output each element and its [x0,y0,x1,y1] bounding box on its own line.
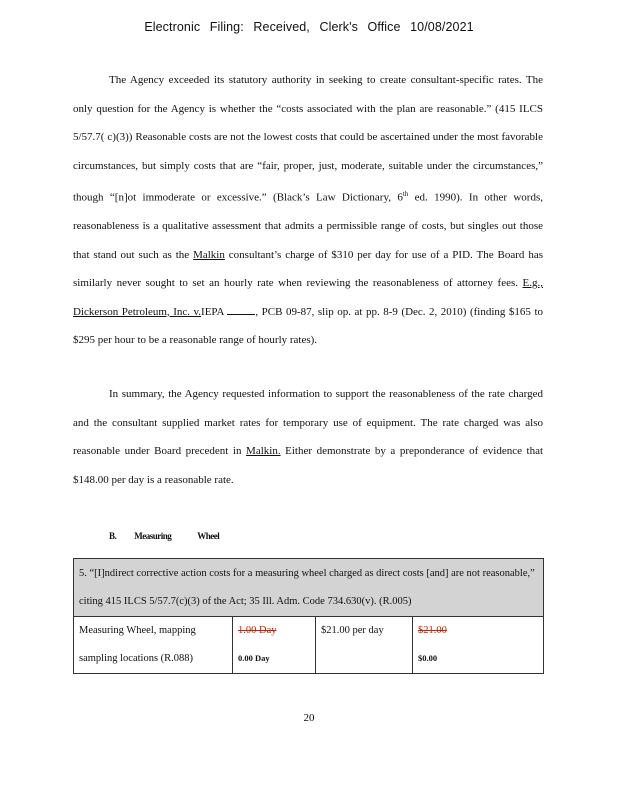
citation-blank [227,305,255,315]
section-word-2: Wheel [197,531,220,541]
section-letter: B. [109,531,117,541]
table-row [74,617,544,674]
total-struck: $21.00 [418,625,447,636]
malkin-citation: Malkin [193,248,225,261]
page-number: 20 [303,712,315,724]
eg-signal: E.g., [522,277,543,290]
p2-text-a: In summary, the Agency requested information to support the reasonableness of the rate charged and the consultant supplied market rates for temporary use of equipment. The rate charged was also reasonable under Board precedent in [73,388,543,457]
malkin-citation-2: Malkin. [246,445,281,457]
quantity-revised: 0.00 Day [238,653,270,663]
paragraph-reasonableness [73,66,543,355]
section-heading [109,531,219,541]
p1-text-e: , PCB 09-87, slip op. at pp. 8-9 (Dec. 2, 2010) (finding $165 to $295 per hour to be a reasonable range of hourly rates). [73,305,544,347]
section-word-1: Measuring [134,531,172,541]
total-revised: $0.00 [418,653,438,663]
table-header-row [74,559,544,617]
p1-text-a: The Agency exceeded its statutory authority in seeking to create consultant-specific rates. The only question for the Agency is whether the “costs associated with the plan are reasonable.” (415 ILCS 5/57.7( c)(3)) Reasonable costs are not the lowest costs that could be ascertained under the most favorable circumstances, but simply costs that are “fair, proper, just, moderate, suitable under the circumstances,” though “[n]ot immoderate or excessive.” (Black’s Law Dictionary, 6 [73,74,543,204]
quantity-cell [233,617,316,674]
quantity-struck: 1.00 Day [238,625,277,636]
paragraph-summary [73,380,543,494]
p2-text-b: Either demonstrate by a preponderance of evidence that $148.00 per day is a reasonable rate. [73,445,544,486]
cost-table [73,558,544,674]
item-cell: Measuring Wheel, mapping sampling locations (R.088) [74,617,233,674]
table-header-cell: 5. “[I]ndirect corrective action costs for a measuring wheel charged as direct costs [and] are not reasonable,” citing 415 ILCS 5/57.7(c)(3) of the Act; 35 Ill. Adm. Code 734.630(v). (R.005) [74,559,544,617]
rate-cell: $21.00 per day [316,617,413,674]
p1-text-b: ed. 1990). In other words, reasonableness is a qualitative assessment that admits a permissible range of costs, but singles out those that stand out such as the [73,191,543,261]
p1-superscript: th [402,190,409,198]
filing-stamp-header: Electronic Filing: Received, Clerk's Office 10/08/2021 [144,20,474,34]
p1-text-c: consultant’s charge of $310 per day for use of a PID. The Board has similarly never sought to set an hourly rate when reviewing the reasonableness of attorney fees. [73,248,543,290]
case-name: Dickerson Petroleum, Inc. v. [73,305,202,318]
p1-text-d: IEPA [201,305,228,318]
total-cell [413,617,544,674]
